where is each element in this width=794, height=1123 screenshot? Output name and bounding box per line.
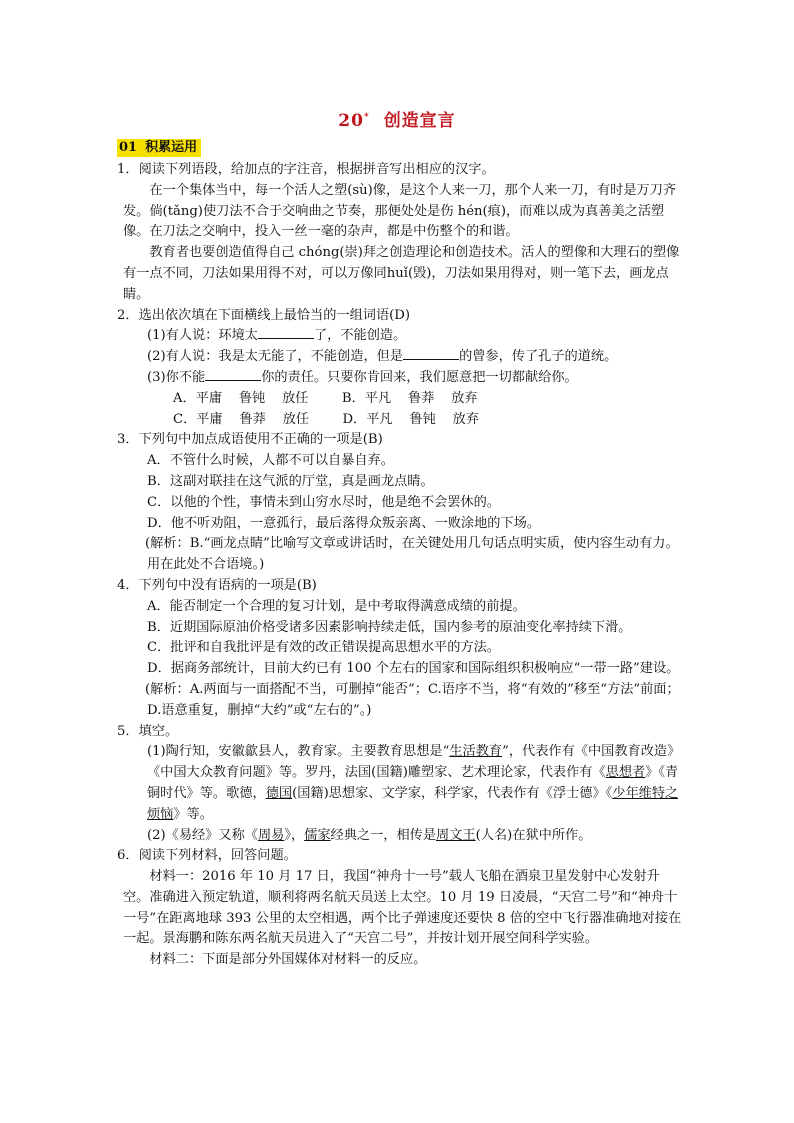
- q2-option-b: B．平凡 鲁莽 放弃: [341, 390, 478, 406]
- q4-option-a: A．能否制定一个合理的复习计划，是中考取得满意成绩的前提。: [147, 598, 526, 614]
- q1-passage-1: 在一个集体当中，每一个活人之塑(sù)像，是这个人来一刀，那个人来一刀，有时是万刀齐发。倘(tǎng)使刀法不合于交响曲之节奏，那便处处是伤 hén(痕)，而难以成为真善美之活塑像。在刀法之交响中，投入一丝一毫的杂声，都是中伤整个的和谐。: [123, 182, 677, 240]
- q6-material-1: 材料一：2016 年 10 月 17 日，我国“神舟十一号”载人飞船在酒泉卫星发射中心发射升空。准确进入预定轨道，顺利将两名航天员送上太空。10 月 19 日凌晨，“天宫二号”和“神舟十一号”在距离地球 393 公里的太空相遇，两个比子弹速度还要快 8 倍的空中飞行器准确地对接在一起。景海鹏和陈东两名航天员进入了“天宫二号”，并按计划开展空间科学实验。: [123, 869, 682, 947]
- answer-underline: 周易: [258, 827, 285, 843]
- answer-underline: 少年维特之烦恼: [147, 785, 679, 822]
- answer-underline: 生活教育: [449, 744, 503, 760]
- q2-sentence-3: (3)你不能 你的责任。只要你肯回来，我们愿意把一切都献给你。: [147, 369, 578, 385]
- lesson-title: 创造宣言: [383, 111, 456, 131]
- exercise-content: [117, 160, 682, 971]
- q4-option-d: D．据商务部统计，目前大约已有 100 个左右的国家和国际组织积极响应“一带一路”建设。: [147, 661, 680, 677]
- page-title: [0, 106, 794, 131]
- q5-stem: 5．填空。: [117, 723, 179, 739]
- q2-stem: 2．选出依次填在下面横线上最恰当的一组词语(D): [117, 307, 411, 323]
- q2-option-c: C．平庸 鲁莽 放任: [173, 411, 309, 427]
- q2-sentence-1: (1)有人说：环境太 了，不能创造。: [147, 328, 407, 344]
- lesson-number: 20*: [338, 111, 370, 131]
- answer-underline: 周文王: [436, 827, 476, 843]
- q4-analysis: (解析：A.两面与一面搭配不当，可删掉“能否”；C.语序不当，将“有效的”移至“方法”前面；D.语意重复，删掉“大约”或“左右的”。): [145, 681, 680, 718]
- fill-blank: [258, 326, 314, 339]
- section-number: 01: [119, 140, 138, 155]
- answer-underline: 思想者: [605, 765, 646, 781]
- q2-options-row-2: [117, 410, 682, 431]
- section-label: 积累运用: [145, 140, 198, 155]
- q3-option-b: B．这副对联挂在这气派的厅堂，真是画龙点睛。: [147, 473, 434, 489]
- q4-option-b: B．近期国际原油价格受诸多因素影响持续走低，国内参考的原油变化率持续下滑。: [147, 619, 632, 635]
- q3-option-a: A．不管什么时候，人都不可以自暴自弃。: [147, 453, 394, 469]
- q1-passage-2: 教育者也要创造值得自己 chóng(崇)拜之创造理论和创造技术。活人的塑像和大理石的塑像有一点不同，刀法如果用得不对，可以万像同huǐ(毁)，刀法如果用得对，则一笔下去，画龙点睛。: [123, 245, 680, 302]
- q3-option-d: D．他不听劝阻，一意孤行，最后落得众叛亲离、一败涂地的下场。: [147, 515, 541, 531]
- q4-option-c: C．批评和自我批评是有效的改正错误提高思想水平的方法。: [147, 640, 500, 656]
- section-badge: [117, 139, 201, 157]
- q5-item-1: (1)陶行知，安徽歙县人，教育家。主要教育思想是“生活教育”，代表作有《中国教育改造》《中国大众教育问题》等。罗丹，法国(国籍)雕塑家、艺术理论家，代表作有《思想者》《青铜时代》等。歌德，德国(国籍)思想家、文学家，科学家，代表作有《浮士德》《少年维特之烦恼》等。: [147, 744, 681, 822]
- q1-stem: 1．阅读下列语段，给加点的字注音，根据拼音写出相应的汉字。: [117, 162, 495, 177]
- answer-underline: 德国: [265, 785, 293, 801]
- fill-blank: [403, 347, 459, 360]
- q4-stem: 4．下列句中没有语病的一项是(B): [117, 577, 317, 593]
- q2-option-a: A．平庸 鲁钝 放任: [173, 390, 309, 406]
- q2-options-row-1: [117, 389, 682, 410]
- q3-option-c: C．以他的个性，事情未到山穷水尽时，他是绝不会罢休的。: [147, 494, 500, 510]
- fill-blank: [205, 368, 261, 381]
- q2-sentence-2: (2)有人说：我是太无能了，不能创造，但是 的曾参，传了孔子的道统。: [147, 349, 618, 365]
- answer-underline: 儒家: [304, 827, 331, 843]
- q2-option-d: D．平凡 鲁钝 放弃: [342, 411, 479, 427]
- q5-item-2: (2)《易经》又称《周易》，儒家经典之一，相传是周文王(人名)在狱中所作。: [147, 827, 592, 843]
- q6-material-2: 材料二：下面是部分外国媒体对材料一的反应。: [149, 952, 427, 968]
- q3-analysis: (解析：B.“画龙点睛”比喻写文章或讲话时，在关键处用几句话点明实质，使内容生动有力。用在此处不合语境。): [145, 536, 679, 573]
- q6-stem: 6．阅读下列材料，回答问题。: [117, 848, 297, 864]
- q3-stem: 3．下列句中加点成语使用不正确的一项是(B): [117, 432, 383, 448]
